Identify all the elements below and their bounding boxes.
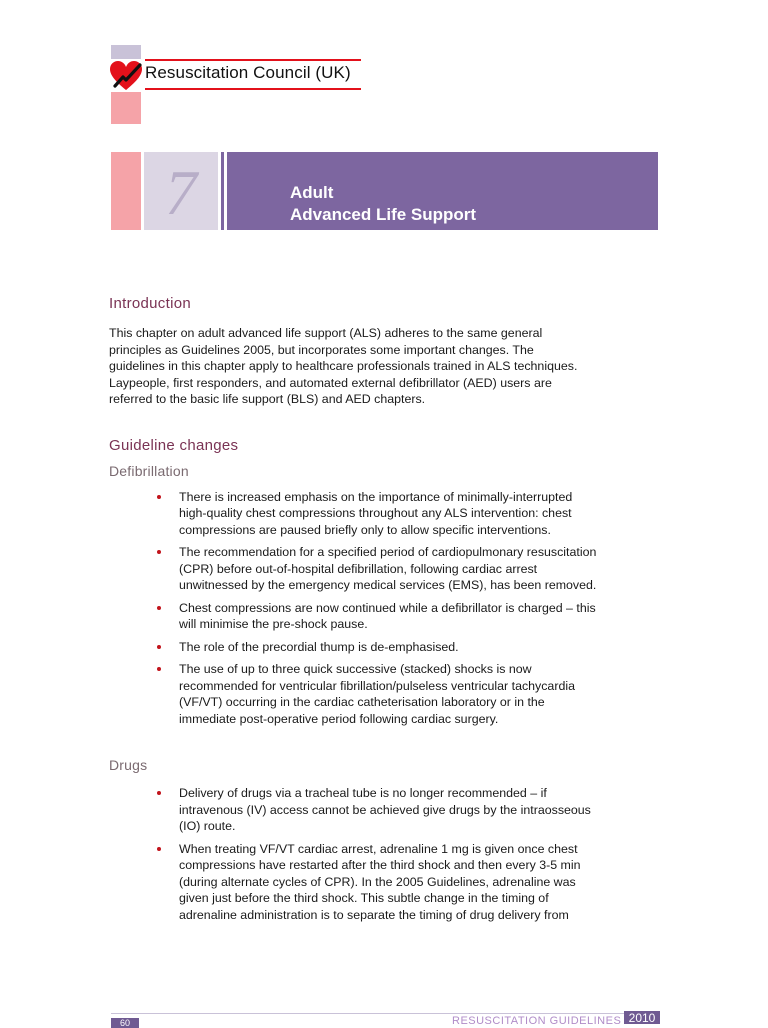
organization-name: Resuscitation Council (UK) (145, 63, 351, 82)
item-line: compressions have restarted after the third shock and then every 3-5 min (179, 858, 581, 872)
paragraph-line: principles as Guidelines 2005, but incorporates some important changes. The (109, 342, 534, 357)
item-line: will minimise the pre-shock pause. (179, 617, 368, 631)
paragraph-line: referred to the basic life support (BLS) and AED chapters. (109, 392, 426, 406)
chapter-number: 7 (165, 157, 197, 228)
banner-accent (111, 152, 141, 230)
logo-accent-top (111, 45, 141, 59)
item-line: There is increased emphasis on the importance of minimally-interrupted (179, 489, 573, 504)
item-line: given just before the third shock. This subtle change in the timing of (179, 891, 549, 905)
item-line: (IO) route. (179, 819, 236, 833)
item-line: The role of the precordial thump is de-emphasised. (179, 639, 459, 654)
list-item (179, 639, 661, 656)
chapter-title-line2: Advanced Life Support (290, 205, 477, 224)
logo-rule-top (145, 59, 361, 61)
item-line: The recommendation for a specified period of cardiopulmonary resuscitation (179, 545, 597, 559)
introduction-paragraph (109, 325, 661, 408)
footer-title: RESUSCITATION GUIDELINES (452, 1015, 622, 1027)
list-item (179, 600, 661, 633)
drugs-heading: Drugs (109, 757, 148, 773)
item-line: (during alternate cycles of CPR). In the 2005 Guidelines, adrenaline was (179, 874, 576, 889)
paragraph-line: This chapter on adult advanced life support (ALS) adheres to the same general (109, 326, 543, 340)
guideline-changes-heading: Guideline changes (109, 436, 239, 454)
page-number: 60 (111, 1018, 139, 1028)
defibrillation-list (109, 489, 661, 728)
chapter-title-line1: Adult (290, 183, 334, 202)
list-item (179, 489, 661, 539)
logo-rule-bottom (145, 88, 361, 90)
item-line: adrenaline administration is to separate the timing of drug delivery from (179, 907, 569, 922)
item-line: (CPR) before out-of-hospital defibrillation, following cardiac arrest (179, 561, 538, 576)
item-line: intravenous (IV) access cannot be achieved give drugs by the intraosseous (179, 802, 591, 817)
item-line: The use of up to three quick successive (stacked) shocks is now (179, 662, 532, 676)
item-line: high-quality chest compressions throughout any ALS intervention: chest (179, 506, 572, 520)
banner-divider (221, 152, 224, 230)
list-item (179, 661, 661, 727)
defibrillation-heading: Defibrillation (109, 462, 189, 479)
item-line: unwitnessed by the emergency medical services (EMS), has been removed. (179, 578, 597, 592)
item-line: Delivery of drugs via a tracheal tube is no longer recommended – if (179, 786, 547, 800)
list-item (179, 785, 661, 835)
logo-accent-bottom (111, 92, 141, 124)
item-line: When treating VF/VT cardiac arrest, adrenaline 1 mg is given once chest (179, 841, 578, 856)
chapter-content (109, 295, 661, 923)
footer-rule (111, 1013, 658, 1014)
drugs-list (109, 785, 661, 923)
footer-year: 2010 (624, 1011, 660, 1024)
item-line: recommended for ventricular fibrillation/pulseless ventricular tachycardia (179, 678, 575, 693)
paragraph-line: guidelines in this chapter apply to healthcare professionals trained in ALS techniques. (109, 359, 578, 373)
paragraph-line: Laypeople, first responders, and automated external defibrillator (AED) users are (109, 375, 552, 390)
item-line: immediate post-operative period following cardiac surgery. (179, 711, 499, 726)
heart-icon (109, 60, 143, 92)
item-line: Chest compressions are now continued while a defibrillator is charged – this (179, 600, 596, 615)
list-item (179, 544, 661, 594)
introduction-heading: Introduction (109, 295, 191, 312)
item-line: compressions are paused briefly only to allow specific interventions. (179, 522, 551, 537)
list-item (179, 841, 661, 924)
item-line: (VF/VT) occurring in the cardiac catheterisation laboratory or in the (179, 695, 545, 709)
